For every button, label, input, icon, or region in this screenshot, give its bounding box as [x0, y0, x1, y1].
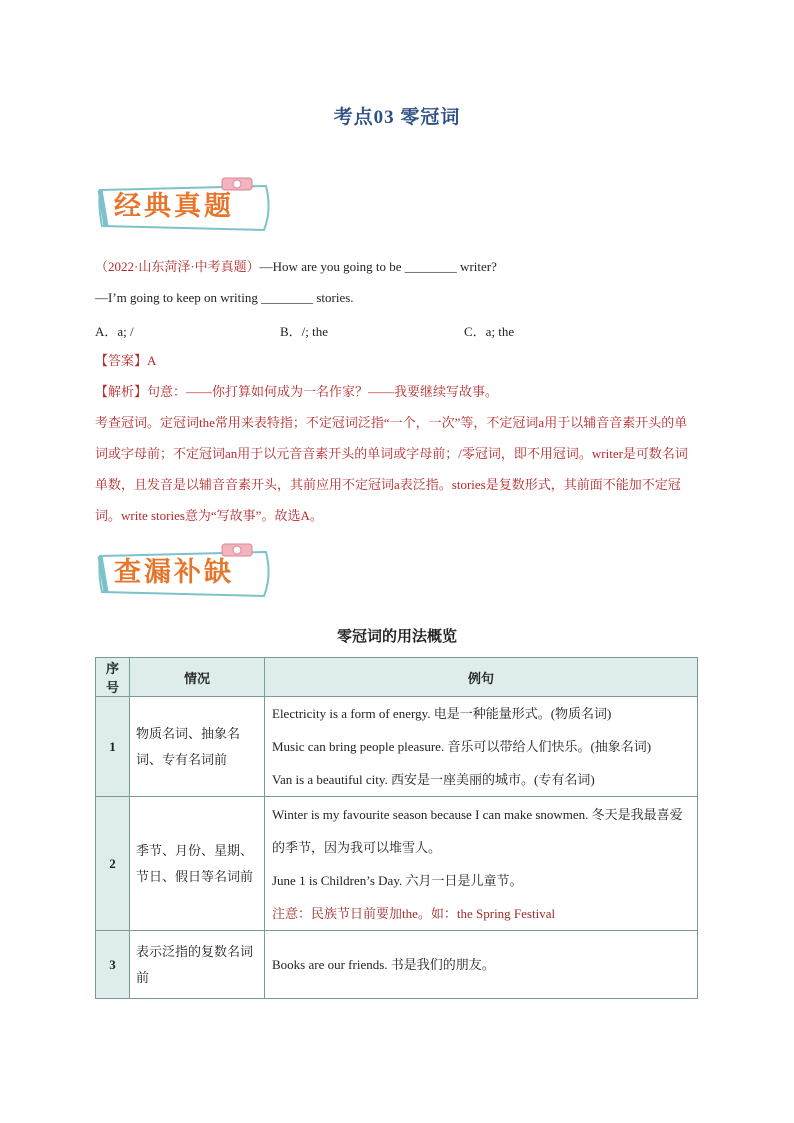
- question-source: （2022·山东菏泽·中考真题）: [95, 259, 260, 274]
- usage-table: [95, 657, 698, 999]
- page-title: 考点03 零冠词: [333, 107, 461, 128]
- example-line: Music can bring people pleasure. 音乐可以带给人们快乐。(抽象名词): [272, 739, 652, 754]
- option-b: B．/; the: [280, 324, 329, 339]
- answer-value: A: [147, 353, 157, 368]
- answer-line: [95, 352, 156, 370]
- answer-label: 【答案】: [95, 353, 148, 368]
- header-example: 例句: [265, 658, 698, 697]
- analysis-text: 句意：——你打算如何成为一名作家？——我要继续写故事。: [147, 384, 499, 399]
- analysis-label: 【解析】: [95, 384, 148, 399]
- option-c: C．a; the: [464, 324, 515, 339]
- example-line: Van is a beautiful city. 西安是一座美丽的城市。(专有名词): [272, 772, 595, 787]
- header-num: 序号: [96, 658, 130, 697]
- table-row: [96, 797, 698, 931]
- option-a: A．a; /: [95, 324, 134, 339]
- header-situation: 情况: [130, 658, 265, 697]
- row-examples: [265, 797, 698, 931]
- row-num: 1: [96, 697, 130, 797]
- banner-review-label: 查漏补缺: [114, 557, 234, 588]
- example-line: Winter is my favourite season because I can make snowmen. 冬天是我最喜爱的季节，因为我可以堆雪人。: [272, 806, 683, 855]
- row-situation: 季节、月份、星期、节日、假日等名词前: [130, 797, 265, 931]
- analysis-paragraph: 考查冠词。定冠词the常用来表特指；不定冠词泛指“一个，一次”等，不定冠词a用于以辅音音素开头的单词或字母前；不定冠词an用于以元音音素开头的单词或字母前；/零冠词，即不用冠词。writer是可数名词单数，且发音是以辅音音素开头，其前应用不定冠词a表泛指。stories是复数形式，其前面不能加不定冠词。write stories意为“写故事”。故选A。: [95, 415, 688, 523]
- banner-classic-label: 经典真题: [114, 191, 234, 222]
- question-line-1: [95, 258, 497, 276]
- table-header-row: [96, 658, 698, 697]
- section-banner-review: [96, 542, 271, 598]
- section-banner-classic: [96, 176, 271, 232]
- analysis-line: [95, 383, 498, 401]
- example-line: Electricity is a form of energy. 电是一种能量形式。(物质名词): [272, 706, 612, 721]
- table-caption: 零冠词的用法概览: [336, 629, 457, 645]
- row-examples: [265, 697, 698, 797]
- question-text-1: —How are you going to be ________ writer?: [259, 259, 497, 274]
- example-line: Books are our friends. 书是我们的朋友。: [272, 957, 495, 972]
- table-row: [96, 697, 698, 797]
- row-situation: 物质名词、抽象名词、专有名词前: [130, 697, 265, 797]
- table-row: [96, 931, 698, 999]
- question-line-2: —I’m going to keep on writing ________ stories.: [95, 290, 354, 305]
- row-situation: 表示泛指的复数名词前: [130, 931, 265, 999]
- row-num: 3: [96, 931, 130, 999]
- row-examples: [265, 931, 698, 999]
- example-line: June 1 is Children’s Day. 六月一日是儿童节。: [272, 872, 523, 888]
- example-note: 注意：民族节日前要加the。如：the Spring Festival: [272, 905, 556, 921]
- row-num: 2: [96, 797, 130, 931]
